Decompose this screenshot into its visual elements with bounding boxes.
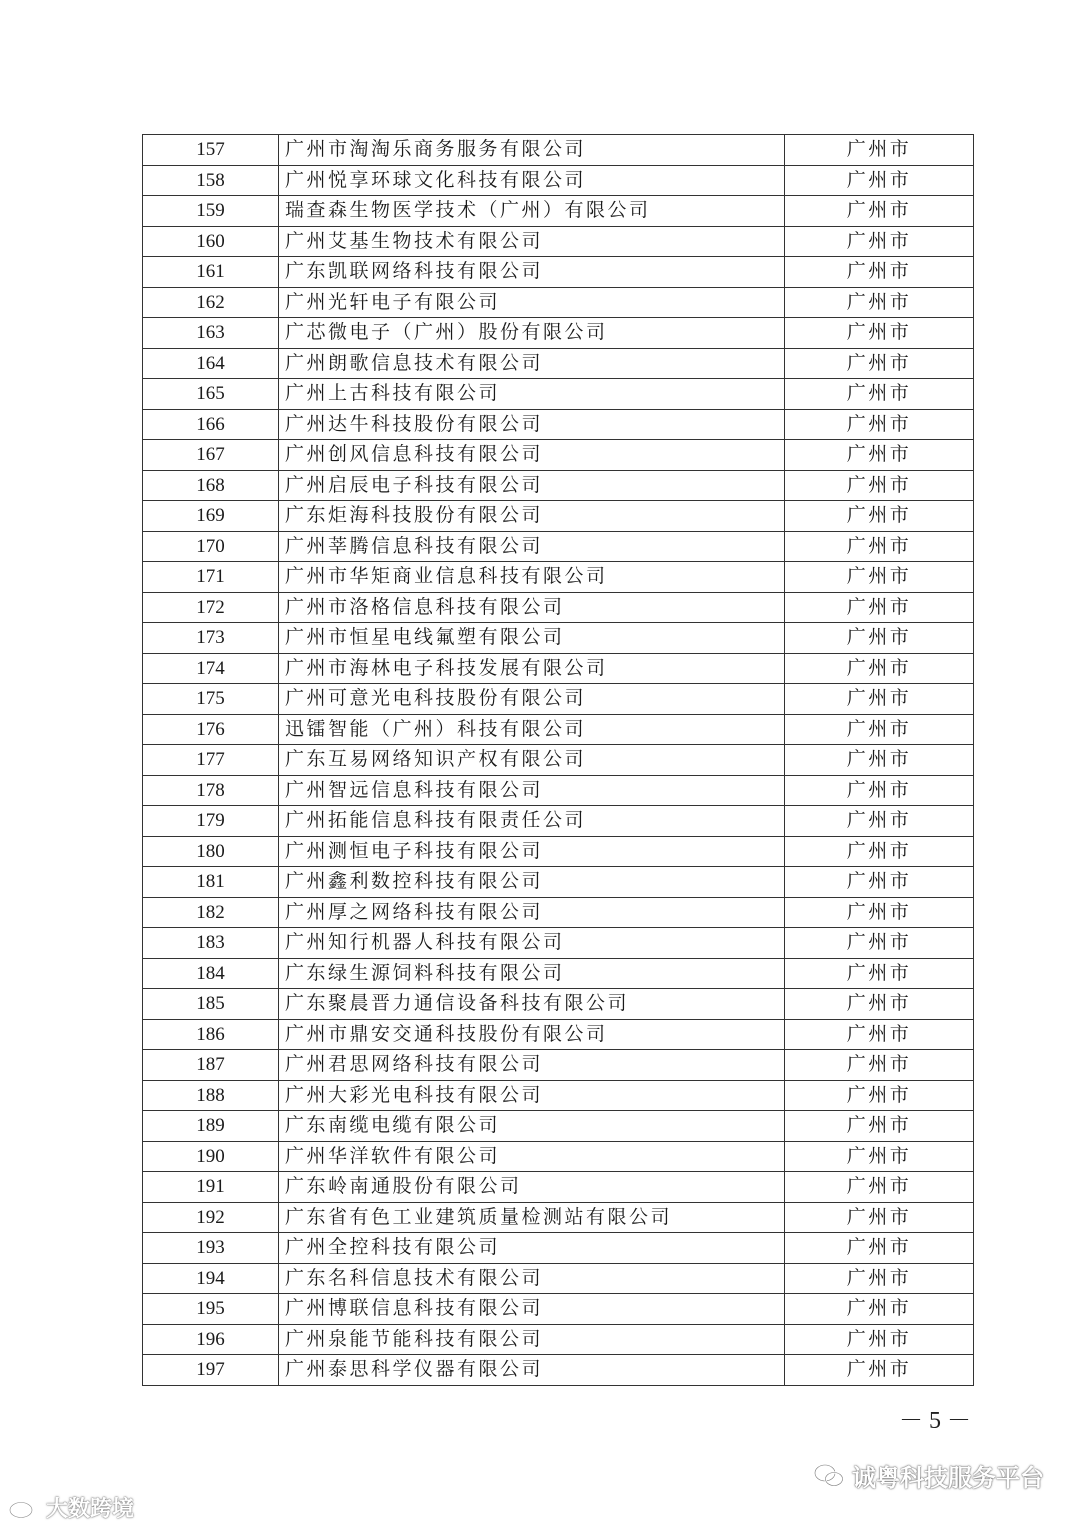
city: 广州市 xyxy=(785,348,974,379)
city: 广州市 xyxy=(785,287,974,318)
city: 广州市 xyxy=(785,1080,974,1111)
watermark-left-text: 大数跨境 xyxy=(46,1497,135,1522)
table-row xyxy=(143,440,974,471)
row-number: 188 xyxy=(143,1080,279,1111)
city: 广州市 xyxy=(785,623,974,654)
table-row xyxy=(143,257,974,288)
row-number: 195 xyxy=(143,1294,279,1325)
table-row xyxy=(143,226,974,257)
row-number: 181 xyxy=(143,867,279,898)
company-name: 广东名科信息技术有限公司 xyxy=(279,1263,785,1294)
table-row xyxy=(143,958,974,989)
table-row xyxy=(143,287,974,318)
table-row xyxy=(143,684,974,715)
row-number: 166 xyxy=(143,409,279,440)
row-number: 193 xyxy=(143,1233,279,1264)
table-row xyxy=(143,836,974,867)
row-number: 157 xyxy=(143,135,279,166)
company-name: 广州知行机器人科技有限公司 xyxy=(279,928,785,959)
table-row xyxy=(143,379,974,410)
city: 广州市 xyxy=(785,501,974,532)
company-name: 广州君思网络科技有限公司 xyxy=(279,1050,785,1081)
table-row xyxy=(143,623,974,654)
company-name: 广东炬海科技股份有限公司 xyxy=(279,501,785,532)
city: 广州市 xyxy=(785,1172,974,1203)
weibo-icon xyxy=(8,1497,42,1519)
company-name: 瑞查森生物医学技术（广州）有限公司 xyxy=(279,196,785,227)
table-row xyxy=(143,196,974,227)
company-name: 广州大彩光电科技有限公司 xyxy=(279,1080,785,1111)
company-name: 广州鑫利数控科技有限公司 xyxy=(279,867,785,898)
table-row xyxy=(143,1233,974,1264)
page-number: － 5 － xyxy=(899,1408,971,1434)
company-list-table xyxy=(142,134,974,1386)
city: 广州市 xyxy=(785,1263,974,1294)
company-name: 广州市鼎安交通科技股份有限公司 xyxy=(279,1019,785,1050)
company-name: 广州市华矩商业信息科技有限公司 xyxy=(279,562,785,593)
city: 广州市 xyxy=(785,318,974,349)
row-number: 185 xyxy=(143,989,279,1020)
company-name: 广州市恒星电线氟塑有限公司 xyxy=(279,623,785,654)
city: 广州市 xyxy=(785,1111,974,1142)
company-name: 广州博联信息科技有限公司 xyxy=(279,1294,785,1325)
city: 广州市 xyxy=(785,1202,974,1233)
row-number: 161 xyxy=(143,257,279,288)
row-number: 191 xyxy=(143,1172,279,1203)
table-row xyxy=(143,1294,974,1325)
city: 广州市 xyxy=(785,440,974,471)
table-row xyxy=(143,1019,974,1050)
company-name: 广州朗歌信息技术有限公司 xyxy=(279,348,785,379)
row-number: 173 xyxy=(143,623,279,654)
city: 广州市 xyxy=(785,775,974,806)
company-name: 广东南缆电缆有限公司 xyxy=(279,1111,785,1142)
city: 广州市 xyxy=(785,135,974,166)
row-number: 184 xyxy=(143,958,279,989)
row-number: 162 xyxy=(143,287,279,318)
table-row xyxy=(143,348,974,379)
company-name: 广东省有色工业建筑质量检测站有限公司 xyxy=(279,1202,785,1233)
table-row xyxy=(143,531,974,562)
city: 广州市 xyxy=(785,1050,974,1081)
city: 广州市 xyxy=(785,1019,974,1050)
city: 广州市 xyxy=(785,1141,974,1172)
city: 广州市 xyxy=(785,867,974,898)
table-row xyxy=(143,714,974,745)
city: 广州市 xyxy=(785,257,974,288)
row-number: 172 xyxy=(143,592,279,623)
company-name: 广州莘腾信息科技有限公司 xyxy=(279,531,785,562)
row-number: 194 xyxy=(143,1263,279,1294)
row-number: 168 xyxy=(143,470,279,501)
row-number: 177 xyxy=(143,745,279,776)
city: 广州市 xyxy=(785,531,974,562)
row-number: 171 xyxy=(143,562,279,593)
city: 广州市 xyxy=(785,714,974,745)
company-name: 广芯微电子（广州）股份有限公司 xyxy=(279,318,785,349)
company-name: 广州悦享环球文化科技有限公司 xyxy=(279,165,785,196)
row-number: 170 xyxy=(143,531,279,562)
table-row xyxy=(143,409,974,440)
table-row xyxy=(143,501,974,532)
table-row xyxy=(143,745,974,776)
city: 广州市 xyxy=(785,1355,974,1386)
watermark-right xyxy=(814,1458,1044,1493)
city: 广州市 xyxy=(785,592,974,623)
table-row xyxy=(143,1202,974,1233)
watermark-right-text: 诚粤科技服务平台 xyxy=(852,1464,1044,1492)
row-number: 169 xyxy=(143,501,279,532)
row-number: 192 xyxy=(143,1202,279,1233)
table-row xyxy=(143,1080,974,1111)
row-number: 158 xyxy=(143,165,279,196)
table-row xyxy=(143,135,974,166)
table-row xyxy=(143,1263,974,1294)
company-name: 广东绿生源饲料科技有限公司 xyxy=(279,958,785,989)
city: 广州市 xyxy=(785,409,974,440)
company-name: 广州厚之网络科技有限公司 xyxy=(279,897,785,928)
company-name: 广东聚晨晋力通信设备科技有限公司 xyxy=(279,989,785,1020)
row-number: 186 xyxy=(143,1019,279,1050)
row-number: 196 xyxy=(143,1324,279,1355)
watermark-left xyxy=(8,1492,134,1523)
row-number: 197 xyxy=(143,1355,279,1386)
city: 广州市 xyxy=(785,470,974,501)
row-number: 180 xyxy=(143,836,279,867)
city: 广州市 xyxy=(785,928,974,959)
company-name: 广东互易网络知识产权有限公司 xyxy=(279,745,785,776)
city: 广州市 xyxy=(785,806,974,837)
city: 广州市 xyxy=(785,226,974,257)
city: 广州市 xyxy=(785,196,974,227)
table-row xyxy=(143,928,974,959)
city: 广州市 xyxy=(785,836,974,867)
table-row xyxy=(143,1324,974,1355)
city: 广州市 xyxy=(785,989,974,1020)
table-row xyxy=(143,165,974,196)
table-row xyxy=(143,989,974,1020)
company-name: 广州泰思科学仪器有限公司 xyxy=(279,1355,785,1386)
table-row xyxy=(143,897,974,928)
table-row xyxy=(143,1172,974,1203)
company-name: 广州全控科技有限公司 xyxy=(279,1233,785,1264)
row-number: 159 xyxy=(143,196,279,227)
table-row xyxy=(143,318,974,349)
company-name: 广州市淘淘乐商务服务有限公司 xyxy=(279,135,785,166)
table-row xyxy=(143,806,974,837)
city: 广州市 xyxy=(785,1233,974,1264)
row-number: 189 xyxy=(143,1111,279,1142)
city: 广州市 xyxy=(785,379,974,410)
row-number: 178 xyxy=(143,775,279,806)
table-row xyxy=(143,867,974,898)
table-row xyxy=(143,1141,974,1172)
row-number: 179 xyxy=(143,806,279,837)
row-number: 187 xyxy=(143,1050,279,1081)
table-row xyxy=(143,562,974,593)
city: 广州市 xyxy=(785,684,974,715)
company-name: 广州可意光电科技股份有限公司 xyxy=(279,684,785,715)
company-name: 广州创风信息科技有限公司 xyxy=(279,440,785,471)
wechat-icon xyxy=(814,1463,844,1489)
city: 广州市 xyxy=(785,653,974,684)
row-number: 176 xyxy=(143,714,279,745)
row-number: 182 xyxy=(143,897,279,928)
table-row xyxy=(143,1355,974,1386)
company-name: 广州达牛科技股份有限公司 xyxy=(279,409,785,440)
row-number: 190 xyxy=(143,1141,279,1172)
table-row xyxy=(143,470,974,501)
company-list-body xyxy=(143,135,974,1386)
city: 广州市 xyxy=(785,1294,974,1325)
table-row xyxy=(143,653,974,684)
company-name: 广州市洛格信息科技有限公司 xyxy=(279,592,785,623)
row-number: 164 xyxy=(143,348,279,379)
city: 广州市 xyxy=(785,958,974,989)
company-name: 广州泉能节能科技有限公司 xyxy=(279,1324,785,1355)
row-number: 160 xyxy=(143,226,279,257)
company-name: 广州光轩电子有限公司 xyxy=(279,287,785,318)
row-number: 175 xyxy=(143,684,279,715)
row-number: 165 xyxy=(143,379,279,410)
city: 广州市 xyxy=(785,1324,974,1355)
company-name: 广州智远信息科技有限公司 xyxy=(279,775,785,806)
table-row xyxy=(143,592,974,623)
company-name: 广州华洋软件有限公司 xyxy=(279,1141,785,1172)
row-number: 163 xyxy=(143,318,279,349)
company-name: 广州上古科技有限公司 xyxy=(279,379,785,410)
row-number: 167 xyxy=(143,440,279,471)
city: 广州市 xyxy=(785,897,974,928)
company-name: 广州测恒电子科技有限公司 xyxy=(279,836,785,867)
company-name: 广州艾基生物技术有限公司 xyxy=(279,226,785,257)
company-name: 广东岭南通股份有限公司 xyxy=(279,1172,785,1203)
row-number: 174 xyxy=(143,653,279,684)
row-number: 183 xyxy=(143,928,279,959)
city: 广州市 xyxy=(785,165,974,196)
table-row xyxy=(143,775,974,806)
city: 广州市 xyxy=(785,562,974,593)
company-name: 广州市海林电子科技发展有限公司 xyxy=(279,653,785,684)
company-name: 广州拓能信息科技有限责任公司 xyxy=(279,806,785,837)
city: 广州市 xyxy=(785,745,974,776)
company-name: 广州启辰电子科技有限公司 xyxy=(279,470,785,501)
company-name: 广东凯联网络科技有限公司 xyxy=(279,257,785,288)
table-row xyxy=(143,1050,974,1081)
table-row xyxy=(143,1111,974,1142)
company-name: 迅镭智能（广州）科技有限公司 xyxy=(279,714,785,745)
